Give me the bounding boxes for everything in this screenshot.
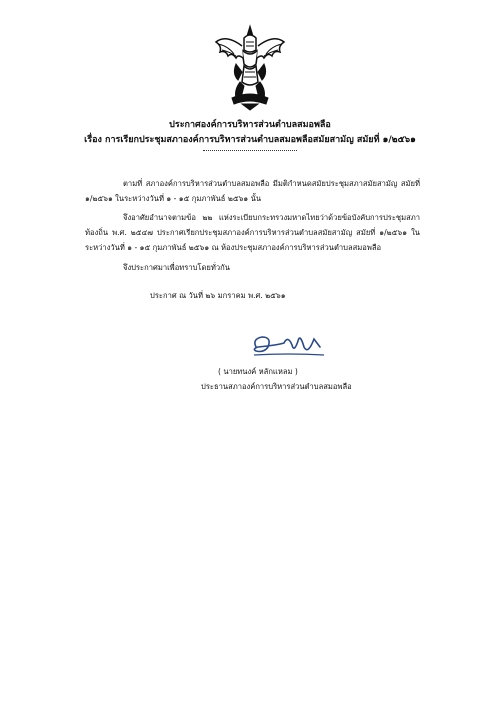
paragraph-3: จึงประกาศมาเพื่อทราบโดยทั่วกัน	[123, 263, 230, 272]
signer-name: ( นายทนงค์ หลักแหลม )	[218, 367, 298, 376]
handwritten-signature	[248, 325, 328, 365]
announce-date: ประกาศ ณ วันที่ ๒๖ มกราคม พ.ศ. ๒๕๖๑	[150, 291, 286, 300]
paragraph-1: ตามที่ สภาองค์การบริหารส่วนตำบลสมอพลือ มีมติกำหนดสมัยประชุมสภาสมัยสามัญ สมัยที่ ๑/๒๕๖๑ ในระหว่างวันที่ ๑ - ๑๕ กุมภาพันธ์ ๒๕๖๑ นั้น	[85, 179, 420, 203]
document-subject: เรื่อง การเรียกประชุมสภาองค์การบริหารส่วนตำบลสมอพลือสมัยสามัญ สมัยที่ ๑/๒๕๖๑	[84, 135, 416, 145]
signer-title: ประธานสภาองค์การบริหารส่วนตำบลสมอพลือ	[201, 382, 352, 391]
dotted-divider	[203, 150, 297, 151]
paragraph-2: จึงอาศัยอำนาจตามข้อ ๒๒ แห่งระเบียบกระทรวงมหาดไทยว่าด้วยข้อบังคับการประชุมสภาท้องถิ่น พ.ศ. ๒๕๔๗ ประกาศเรียกประชุมสภาองค์การบริหารส่วนตำบลสมัยสามัญ สมัยที่ ๑/๒๕๖๑ ในระหว่างวันที่ ๑ - ๑๕ กุมภาพันธ์ ๒๕๖๑ ณ ห้องประชุมสภาองค์การบริหารส่วนตำบลสมอพลือ	[85, 213, 420, 252]
garuda-emblem-icon	[212, 24, 288, 112]
document-title: ประกาศองค์การบริหารส่วนตำบลสมอพลือ	[169, 120, 331, 130]
